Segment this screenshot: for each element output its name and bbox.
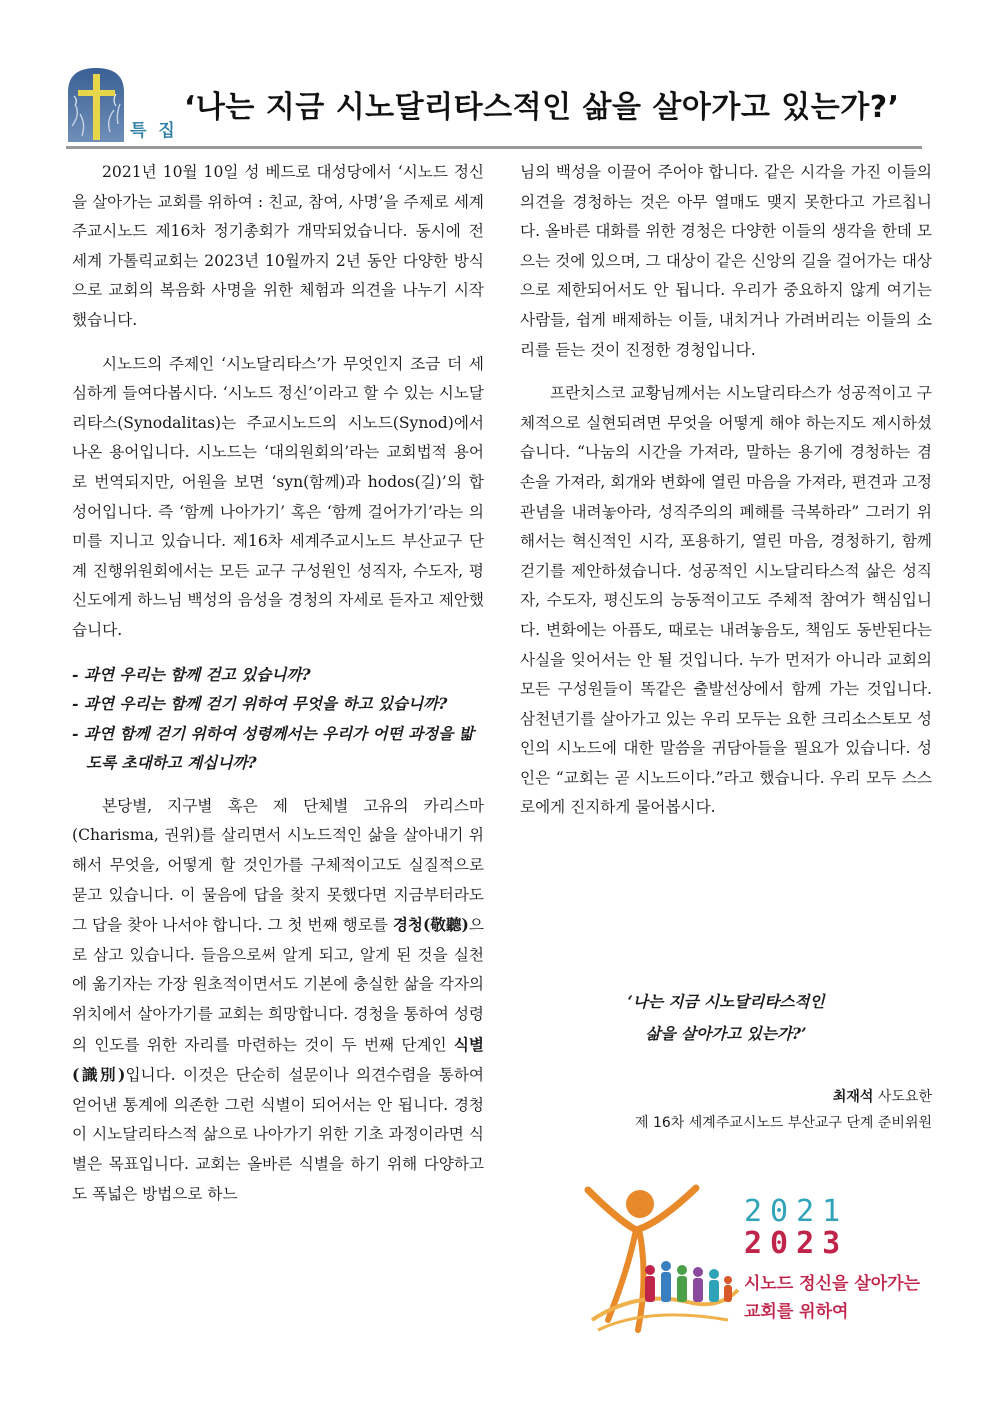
paragraph-synodalitas: 시노드의 주제인 ‘시노달리타스’가 무엇인지 조금 더 세심하게 들여다봅시다. ‘시노드 정신’이라고 할 수 있는 시노달리타스(Synodalitas)는 주교시노드의 시노드(Synod)에서 나온 용어입니다. 시노드는 ‘대의원회의’라는 교회법적 용어로 번역되지만, 어원을 보면 ‘syn(함께)과 hodos(길)’의 합성어입니다. 즉 ‘함께 나아가기’ 혹은 ‘함께 걸어가기’라는 의미를 지니고 있습니다. 제16차 세계주교시노드 부산교구 단계 진행위원회에서는 모든 교구 구성원인 성직자, 수도자, 평신도에게 하느님 백성의 음성을 경청의 자세로 듣자고 제안했습니다. xyxy=(72,354,484,639)
question-list xyxy=(72,660,484,778)
closing-quote xyxy=(520,986,932,1050)
author-baptismal-name: 사도요한 xyxy=(873,1089,932,1105)
slogan-line: 교회를 위하여 xyxy=(744,1302,849,1322)
keyword-discernment: 식별(識別) xyxy=(72,1034,484,1085)
paragraph-intro: 2021년 10월 10일 성 베드로 대성당에서 ‘시노드 정신을 살아가는 교회를 위하여 : 친교, 참여, 사명’을 주제로 세계주교시노드 제16차 정기총회가 개막되었습니다. 동시에 전 세계 가톨릭교회는 2023년 10월까지 2년 동안 다양한 방식으로 교회의 복음화 사명을 위한 체험과 의견을 나누기 시작했습니다. xyxy=(72,163,484,329)
paragraph-text: 으로 삼고 있습니다. 들음으로써 알게 되고, 알게 된 것을 실천에 옮기자는 가장 원초적이면서도 기본에 충실한 삶을 각자의 위치에서 살아가기를 교회는 희망합니다. 경청을 통하여 성령의 인도를 위한 자리를 마련하는 것이 두 번째 단계인 xyxy=(72,916,484,1054)
paragraph-continued: 님의 백성을 이끌어 주어야 합니다. 같은 시각을 가진 이들의 의견을 경청하는 것은 아무 열매도 맺지 못한다고 가르칩니다. 올바른 대화를 위한 경청은 다양한 이들의 생각을 한데 모으는 것에 있으며, 그 대상이 같은 신앙의 길을 걸어가는 대상으로 제한되어서도 안 됩니다. 우리가 중요하지 않게 여기는 사람들, 쉽게 배제하는 이들, 내치거나 가려버리는 이들의 소리를 듣는 것이 진정한 경청입니다. xyxy=(520,163,932,359)
keyword-listening: 경청(敬聽) xyxy=(392,915,469,935)
paragraph-text: 본당별, 지구별 혹은 제 단체별 고유의 카리스마(Charisma, 권위)를 살리면서 시노드적인 삶을 살아내기 위해서 무엇을, 어떻게 할 것인가를 구체적이고도 실질적으로 묻고 있습니다. 이 물음에 답을 찾지 못했다면 지금부터라도 그 답을 찾아 나서야 합니다. 그 첫 번째 행로를 xyxy=(72,796,484,935)
left-column xyxy=(72,158,484,1209)
header xyxy=(66,64,922,150)
question-item: - 과연 우리는 함께 걷고 있습니까? xyxy=(72,664,311,684)
emblem-slogan xyxy=(744,1270,920,1326)
synod-emblem-icon xyxy=(578,1170,746,1340)
section-label: 특 집 xyxy=(130,121,178,141)
right-column xyxy=(520,158,932,823)
paragraph-text: 입니다. 이것은 단순히 설문이나 의견수렴을 통하여 얻어낸 통계에 의존한 그런 식별이 되어서는 안 됩니다. 경청이 시노달리타스적 삶으로 나아가기 위한 기초 과정이라면 식별은 목표입니다. 교회는 올바른 식별을 하기 위해 다양하고도 폭넓은 방법으로 하느 xyxy=(72,1066,484,1203)
quote-line: 삶을 살아가고 있는가?’ xyxy=(645,1024,807,1043)
year-end: 2023 xyxy=(744,1226,849,1261)
quote-line: ‘나는 지금 시노달리타스적인 xyxy=(627,992,825,1011)
cross-window-icon xyxy=(66,66,126,142)
title-divider xyxy=(66,146,922,149)
year-start: 2021 xyxy=(744,1194,849,1229)
author-role: 제 16차 세계주교시노드 부산교구 단계 준비위원 xyxy=(634,1115,932,1131)
question-item: - 과연 우리는 함께 걷기 위하여 무엇을 하고 있습니까? xyxy=(72,694,448,714)
question-item: - 과연 함께 걷기 위하여 성령께서는 우리가 어떤 과정을 밟도록 초대하고 계십니까? xyxy=(72,723,474,773)
year-range xyxy=(744,1196,848,1260)
paragraph-listening xyxy=(72,792,484,1209)
author-block xyxy=(520,1084,932,1136)
author-name: 최재석 xyxy=(832,1089,874,1105)
slogan-line: 시노드 정신을 살아가는 xyxy=(744,1274,921,1294)
paragraph-pope-francis: 프란치스코 교황님께서는 시노달리타스가 성공적이고 구체적으로 실현되려면 무엇을 어떻게 해야 하는지도 제시하셨습니다. “나눔의 시간을 가져라, 말하는 용기에 경청하는 겸손을 가져라, 회개와 변화에 열린 마음을 가져라, 편견과 고정관념을 내려놓아라, 성직주의의 폐해를 극복하라” 그러기 위해서는 혁신적인 시각, 포용하기, 열린 마음, 경청하기, 함께 걷기를 제안하셨습니다. 성공적인 시노달리타스적 삶은 성직자, 수도자, 평신도의 능동적이고도 주체적 참여가 핵심입니다. 변화에는 아픔도, 때로는 내려놓음도, 책임도 동반된다는 사실을 잊어서는 안 될 것입니다. 누가 먼저가 아니라 교회의 모든 구성원들이 똑같은 출발선상에서 함께 가는 것입니다. 삼천년기를 살아가고 있는 우리 모두는 요한 크리소스토모 성인의 시노드에 대한 말씀을 귀담아들을 필요가 있습니다. 성인은 “교회는 곧 시노드이다.”라고 했습니다. 우리 모두 스스로에게 진지하게 물어봅시다. xyxy=(520,384,932,817)
page-title: ‘나는 지금 시노달리타스적인 삶을 살아가고 있는가?’ xyxy=(184,90,900,125)
